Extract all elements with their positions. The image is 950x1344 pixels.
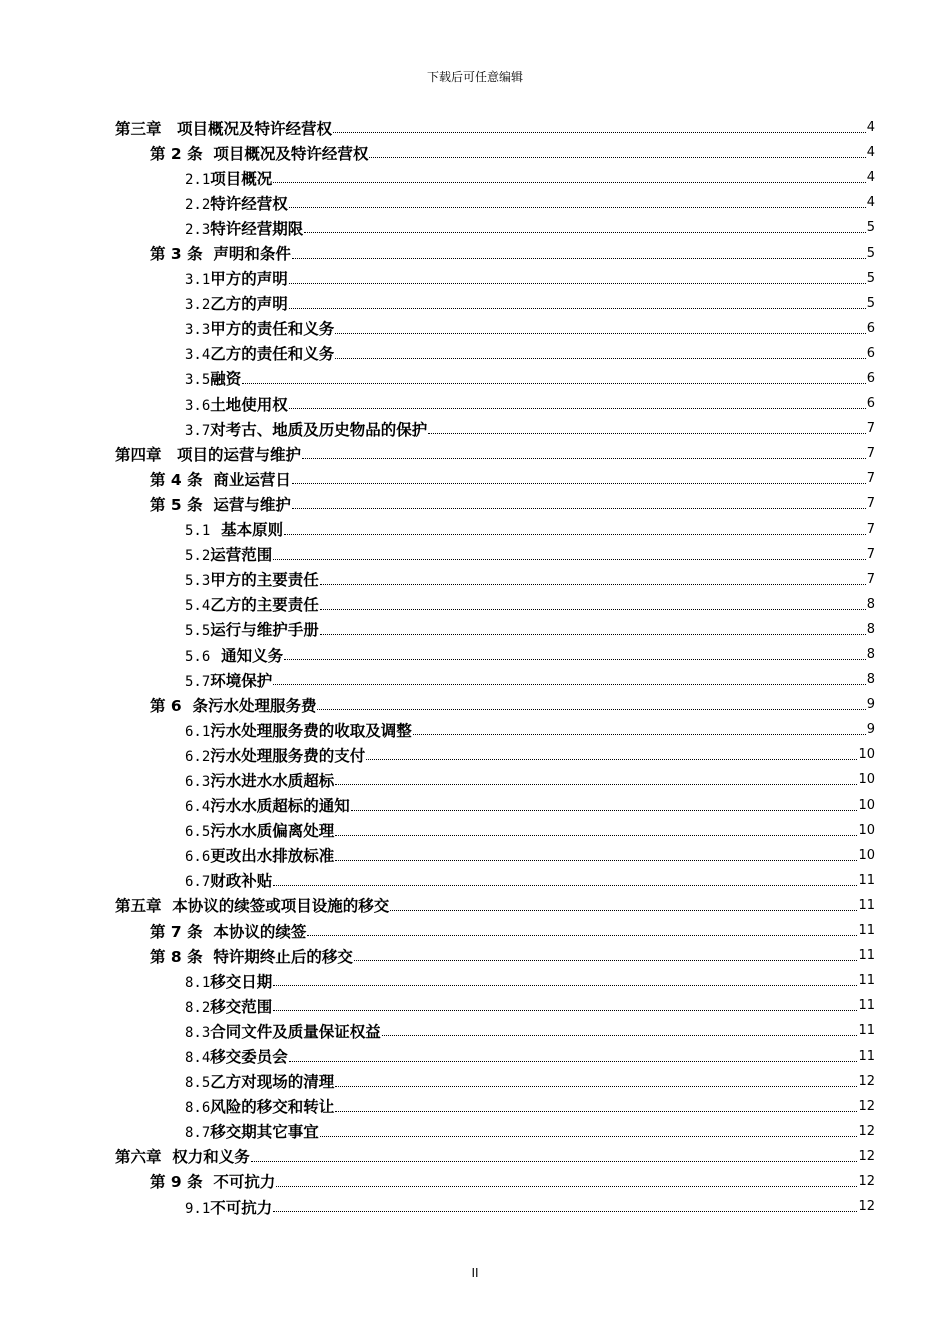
toc-entry-label: [185, 819, 334, 841]
toc-entry-number: 5.3: [185, 573, 211, 590]
toc-entry-label: [185, 719, 412, 741]
toc-leader-dots: [284, 659, 866, 660]
toc-leader-dots: [304, 232, 865, 233]
toc-entry[interactable]: [0, 993, 950, 1018]
toc-entry-title: 财政补贴: [210, 872, 273, 891]
toc-entry[interactable]: [0, 517, 950, 542]
toc-entry-page: 6: [866, 370, 875, 386]
toc-entry-title: 环境保护: [210, 671, 273, 690]
toc-entry[interactable]: [0, 466, 950, 491]
toc-leader-dots: [354, 960, 858, 961]
toc-entry[interactable]: [0, 567, 950, 592]
toc-entry[interactable]: [0, 1018, 950, 1043]
toc-entry-label: [150, 142, 368, 164]
toc-leader-dots: [292, 483, 866, 484]
toc-entry-label: [185, 794, 350, 816]
toc-leader-dots: [320, 1136, 858, 1137]
toc-entry[interactable]: [0, 717, 950, 742]
toc-entry-page: 6: [866, 345, 875, 361]
toc-entry-title: 土地使用权: [210, 395, 288, 414]
toc-entry-label: [150, 694, 316, 716]
toc-entry-title: 乙方的责任和义务: [210, 345, 335, 364]
toc-entry-label: [185, 1045, 288, 1067]
toc-entry-number: 6.6: [185, 849, 211, 866]
toc-entry-page: 11: [858, 923, 875, 939]
toc-entry-title: 融资: [210, 370, 242, 389]
toc-leader-dots: [335, 860, 857, 861]
table-of-contents: [0, 115, 950, 1219]
toc-leader-dots: [273, 684, 865, 685]
toc-entry-page: 7: [866, 496, 875, 512]
toc-entry-title: 合同文件及质量保证权益: [210, 1022, 381, 1041]
toc-entry-title: 乙方的主要责任: [210, 596, 319, 615]
toc-entry-title: 第三章 项目概况及特许经营权: [115, 119, 333, 138]
page-header: 下载后可任意编辑: [426, 70, 523, 84]
toc-entry-number: 5.5: [185, 623, 211, 640]
toc-entry-page: 7: [866, 421, 875, 437]
toc-leader-dots: [289, 283, 866, 284]
toc-entry-page: 7: [866, 571, 875, 587]
toc-entry-page: 11: [858, 998, 875, 1014]
toc-entry[interactable]: [0, 1119, 950, 1144]
toc-leader-dots: [335, 784, 857, 785]
toc-entry-number: 5.7: [185, 673, 211, 690]
toc-entry-page: 11: [858, 1048, 875, 1064]
toc-entry-label: [185, 1020, 381, 1042]
toc-entry-number: 3.3: [185, 322, 211, 339]
toc-entry-label: [185, 568, 319, 590]
toc-entry-title: 风险的移交和转让: [210, 1098, 335, 1117]
toc-entry-title: 第四章 项目的运营与维护: [115, 445, 302, 464]
toc-entry-label: [150, 945, 353, 967]
toc-entry[interactable]: [0, 1069, 950, 1094]
toc-leader-dots: [289, 308, 866, 309]
toc-leader-dots: [273, 885, 857, 886]
toc-entry[interactable]: [0, 592, 950, 617]
toc-entry-page: 5: [866, 220, 875, 236]
toc-entry-page: 12: [858, 1098, 875, 1114]
toc-entry-title: 第 8 条 特许期终止后的移交: [150, 947, 353, 966]
toc-leader-dots: [242, 383, 865, 384]
toc-entry-number: 5.1: [185, 523, 211, 540]
toc-entry-number: 2.1: [185, 171, 211, 188]
toc-entry[interactable]: [0, 1194, 950, 1219]
toc-entry[interactable]: [0, 818, 950, 843]
toc-entry-number: 3.5: [185, 372, 211, 389]
toc-entry-label: [185, 393, 288, 415]
toc-entry[interactable]: [0, 542, 950, 567]
toc-entry[interactable]: [0, 918, 950, 943]
toc-entry-label: [185, 367, 241, 389]
toc-entry[interactable]: [0, 692, 950, 717]
toc-entry-title: 第 6 条污水处理服务费: [150, 696, 317, 715]
toc-leader-dots: [351, 810, 858, 811]
page-number: II: [471, 1266, 479, 1280]
toc-entry-number: 3.2: [185, 297, 211, 314]
toc-entry-page: 8: [866, 672, 875, 688]
toc-entry[interactable]: [0, 667, 950, 692]
toc-entry-label: [185, 769, 334, 791]
toc-entry-title: 不可抗力: [210, 1198, 273, 1217]
toc-entry-title: 第 3 条 声明和条件: [150, 245, 291, 264]
toc-entry-title: 运营范围: [210, 546, 273, 565]
toc-entry-page: 6: [866, 320, 875, 336]
toc-entry[interactable]: [0, 893, 950, 918]
toc-entry-label: [185, 744, 365, 766]
toc-entry-number: 2.2: [185, 196, 211, 213]
toc-leader-dots: [413, 734, 866, 735]
toc-entry-number: 8.6: [185, 1100, 211, 1117]
toc-entry[interactable]: [0, 843, 950, 868]
toc-entry[interactable]: [0, 1169, 950, 1194]
toc-entry-label: [115, 443, 301, 465]
toc-entry-label: [185, 342, 334, 364]
toc-entry-title: 第六章 权力和义务: [115, 1148, 250, 1167]
toc-leader-dots: [273, 985, 857, 986]
toc-leader-dots: [251, 1161, 858, 1162]
toc-entry-title: 污水处理服务费的支付: [210, 746, 366, 765]
toc-entry-page: 11: [858, 1023, 875, 1039]
toc-entry-title: 甲方的声明: [210, 270, 288, 289]
toc-leader-dots: [292, 508, 866, 509]
toc-entry-number: 3.7: [185, 422, 211, 439]
toc-entry-title: 第 9 条 不可抗力: [150, 1173, 276, 1192]
toc-entry-title: 移交期其它事宜: [210, 1123, 319, 1142]
toc-entry-title: 项目概况: [210, 169, 273, 188]
toc-entry[interactable]: [0, 1094, 950, 1119]
toc-leader-dots: [284, 534, 866, 535]
toc-entry-number: 8.1: [185, 974, 211, 991]
toc-entry-number: 5.4: [185, 598, 211, 615]
toc-entry-title: 运行与维护手册: [210, 621, 319, 640]
toc-leader-dots: [390, 910, 857, 911]
toc-entry-page: 7: [866, 546, 875, 562]
toc-entry-page: 9: [866, 697, 875, 713]
toc-entry-title: 对考古、地质及历史物品的保护: [210, 420, 428, 439]
toc-entry-page: 8: [866, 596, 875, 612]
toc-entry-page: 10: [858, 797, 875, 813]
toc-entry-label: [150, 493, 291, 515]
toc-entry-title: 第 4 条 商业运营日: [150, 470, 291, 489]
toc-entry[interactable]: [0, 441, 950, 466]
toc-entry-title: 更改出水排放标准: [210, 847, 335, 866]
toc-entry[interactable]: [0, 140, 950, 165]
toc-entry[interactable]: [0, 968, 950, 993]
toc-leader-dots: [289, 207, 866, 208]
toc-leader-dots: [317, 709, 865, 710]
toc-entry-page: 11: [858, 872, 875, 888]
toc-entry-title: 特许经营期限: [210, 219, 304, 238]
toc-entry[interactable]: [0, 341, 950, 366]
toc-entry-page: 12: [858, 1123, 875, 1139]
toc-entry-page: 4: [866, 170, 875, 186]
toc-entry-label: [185, 543, 272, 565]
toc-entry-page: 9: [866, 722, 875, 738]
toc-entry[interactable]: [0, 416, 950, 441]
toc-entry-number: 6.5: [185, 824, 211, 841]
toc-entry-label: [185, 1120, 319, 1142]
toc-entry-number: 8.4: [185, 1050, 211, 1067]
toc-entry[interactable]: [0, 391, 950, 416]
toc-entry[interactable]: [0, 1043, 950, 1068]
toc-leader-dots: [273, 1211, 857, 1212]
toc-leader-dots: [335, 1086, 857, 1087]
toc-entry-page: 4: [866, 145, 875, 161]
toc-entry-title: 污水水质偏离处理: [210, 822, 335, 841]
toc-entry-page: 7: [866, 521, 875, 537]
toc-leader-dots: [273, 559, 865, 560]
toc-entry-number: 8.2: [185, 999, 211, 1016]
toc-entry-page: 7: [866, 446, 875, 462]
toc-leader-dots: [320, 584, 866, 585]
toc-entry-label: [185, 844, 334, 866]
toc-entry[interactable]: [0, 793, 950, 818]
toc-entry-title: 甲方的责任和义务: [210, 320, 335, 339]
toc-leader-dots: [369, 157, 865, 158]
toc-leader-dots: [428, 433, 865, 434]
toc-entry-title: 通知义务: [210, 646, 284, 665]
toc-leader-dots: [320, 609, 866, 610]
toc-entry-title: 乙方对现场的清理: [210, 1073, 335, 1092]
toc-entry-label: [185, 869, 272, 891]
toc-entry-label: [185, 1196, 272, 1218]
toc-entry-title: 污水水质超标的通知: [210, 797, 350, 816]
toc-entry[interactable]: [0, 291, 950, 316]
toc-entry-number: 3.6: [185, 397, 211, 414]
toc-entry-label: [115, 1145, 250, 1167]
toc-entry-number: 6.2: [185, 748, 211, 765]
toc-entry-number: 2.3: [185, 221, 211, 238]
toc-entry-label: [185, 1070, 334, 1092]
toc-entry-title: 第 7 条 本协议的续签: [150, 922, 307, 941]
toc-entry-label: [185, 167, 272, 189]
toc-entry-page: 5: [866, 295, 875, 311]
toc-entry-title: 第五章 本协议的续签或项目设施的移交: [115, 897, 390, 916]
toc-entry-page: 10: [858, 747, 875, 763]
toc-entry-label: [150, 242, 291, 264]
toc-leader-dots: [382, 1035, 858, 1036]
toc-entry-label: [150, 1170, 275, 1192]
toc-leader-dots: [335, 358, 865, 359]
toc-entry[interactable]: [0, 868, 950, 893]
toc-entry-label: [115, 117, 332, 139]
toc-entry-number: 5.6: [185, 648, 211, 665]
toc-entry-label: [185, 192, 288, 214]
toc-entry-page: 12: [858, 1148, 875, 1164]
toc-entry-page: 8: [866, 647, 875, 663]
toc-entry-label: [150, 920, 306, 942]
toc-entry[interactable]: [0, 767, 950, 792]
toc-entry-number: 9.1: [185, 1200, 211, 1217]
toc-entry-number: 6.3: [185, 773, 211, 790]
toc-entry-label: [185, 267, 288, 289]
toc-entry[interactable]: [0, 115, 950, 140]
toc-entry-label: [115, 894, 389, 916]
toc-entry[interactable]: [0, 491, 950, 516]
toc-entry-label: [185, 217, 303, 239]
toc-entry-label: [185, 970, 272, 992]
toc-entry-label: [185, 669, 272, 691]
toc-entry[interactable]: [0, 190, 950, 215]
toc-entry[interactable]: [0, 366, 950, 391]
toc-leader-dots: [273, 1010, 857, 1011]
toc-entry-page: 10: [858, 772, 875, 788]
toc-entry-title: 甲方的主要责任: [210, 571, 319, 590]
toc-entry-page: 6: [866, 396, 875, 412]
toc-entry[interactable]: [0, 266, 950, 291]
toc-entry[interactable]: [0, 240, 950, 265]
toc-entry-page: 11: [858, 897, 875, 913]
toc-entry-number: 3.1: [185, 272, 211, 289]
toc-entry-label: [185, 995, 272, 1017]
toc-entry-page: 4: [866, 195, 875, 211]
toc-entry[interactable]: [0, 215, 950, 240]
toc-entry-number: 8.7: [185, 1125, 211, 1142]
toc-entry-page: 5: [866, 270, 875, 286]
toc-entry-title: 移交日期: [210, 972, 273, 991]
toc-entry[interactable]: [0, 165, 950, 190]
toc-entry-page: 4: [866, 120, 875, 136]
toc-entry-label: [185, 518, 283, 540]
toc-leader-dots: [302, 458, 866, 459]
toc-entry-number: 5.2: [185, 548, 211, 565]
toc-entry-page: 5: [866, 245, 875, 261]
toc-leader-dots: [289, 1061, 858, 1062]
toc-leader-dots: [335, 1111, 857, 1112]
toc-entry-number: 8.5: [185, 1075, 211, 1092]
toc-entry-title: 基本原则: [210, 521, 284, 540]
toc-entry-label: [185, 593, 319, 615]
toc-entry-page: 12: [858, 1199, 875, 1215]
toc-leader-dots: [289, 408, 866, 409]
toc-entry[interactable]: [0, 617, 950, 642]
toc-entry-label: [185, 1095, 334, 1117]
toc-leader-dots: [335, 333, 865, 334]
toc-entry-number: 6.1: [185, 723, 211, 740]
toc-entry-title: 污水处理服务费的收取及调整: [210, 721, 412, 740]
toc-entry-number: 3.4: [185, 347, 211, 364]
toc-entry[interactable]: [0, 742, 950, 767]
toc-leader-dots: [333, 132, 866, 133]
toc-entry-number: 6.4: [185, 799, 211, 816]
toc-entry-page: 12: [858, 1073, 875, 1089]
toc-entry[interactable]: [0, 943, 950, 968]
toc-leader-dots: [366, 759, 857, 760]
toc-leader-dots: [292, 258, 866, 259]
toc-entry-title: 移交委员会: [210, 1048, 288, 1067]
toc-entry-title: 特许经营权: [210, 194, 288, 213]
toc-entry[interactable]: [0, 1144, 950, 1169]
toc-leader-dots: [273, 182, 865, 183]
toc-entry-label: [185, 292, 288, 314]
toc-entry-page: 12: [858, 1173, 875, 1189]
toc-entry-label: [185, 418, 427, 440]
toc-leader-dots: [276, 1186, 857, 1187]
toc-entry-page: 8: [866, 621, 875, 637]
toc-entry-page: 10: [858, 847, 875, 863]
toc-entry-page: 10: [858, 822, 875, 838]
toc-entry-title: 第 5 条 运营与维护: [150, 495, 291, 514]
toc-entry-page: 11: [858, 973, 875, 989]
toc-entry-page: 11: [858, 948, 875, 964]
toc-entry-label: [185, 317, 334, 339]
toc-entry[interactable]: [0, 316, 950, 341]
toc-entry-label: [185, 618, 319, 640]
toc-entry-title: 移交范围: [210, 997, 273, 1016]
toc-entry-label: [185, 644, 283, 666]
toc-entry-title: 乙方的声明: [210, 295, 288, 314]
toc-leader-dots: [320, 634, 866, 635]
toc-entry-page: 7: [866, 471, 875, 487]
toc-entry-number: 8.3: [185, 1024, 211, 1041]
toc-entry[interactable]: [0, 642, 950, 667]
toc-entry-label: [150, 468, 291, 490]
toc-entry-title: 污水进水水质超标: [210, 771, 335, 790]
toc-leader-dots: [307, 935, 857, 936]
toc-entry-title: 第 2 条 项目概况及特许经营权: [150, 144, 369, 163]
toc-entry-number: 6.7: [185, 874, 211, 891]
toc-leader-dots: [335, 835, 857, 836]
